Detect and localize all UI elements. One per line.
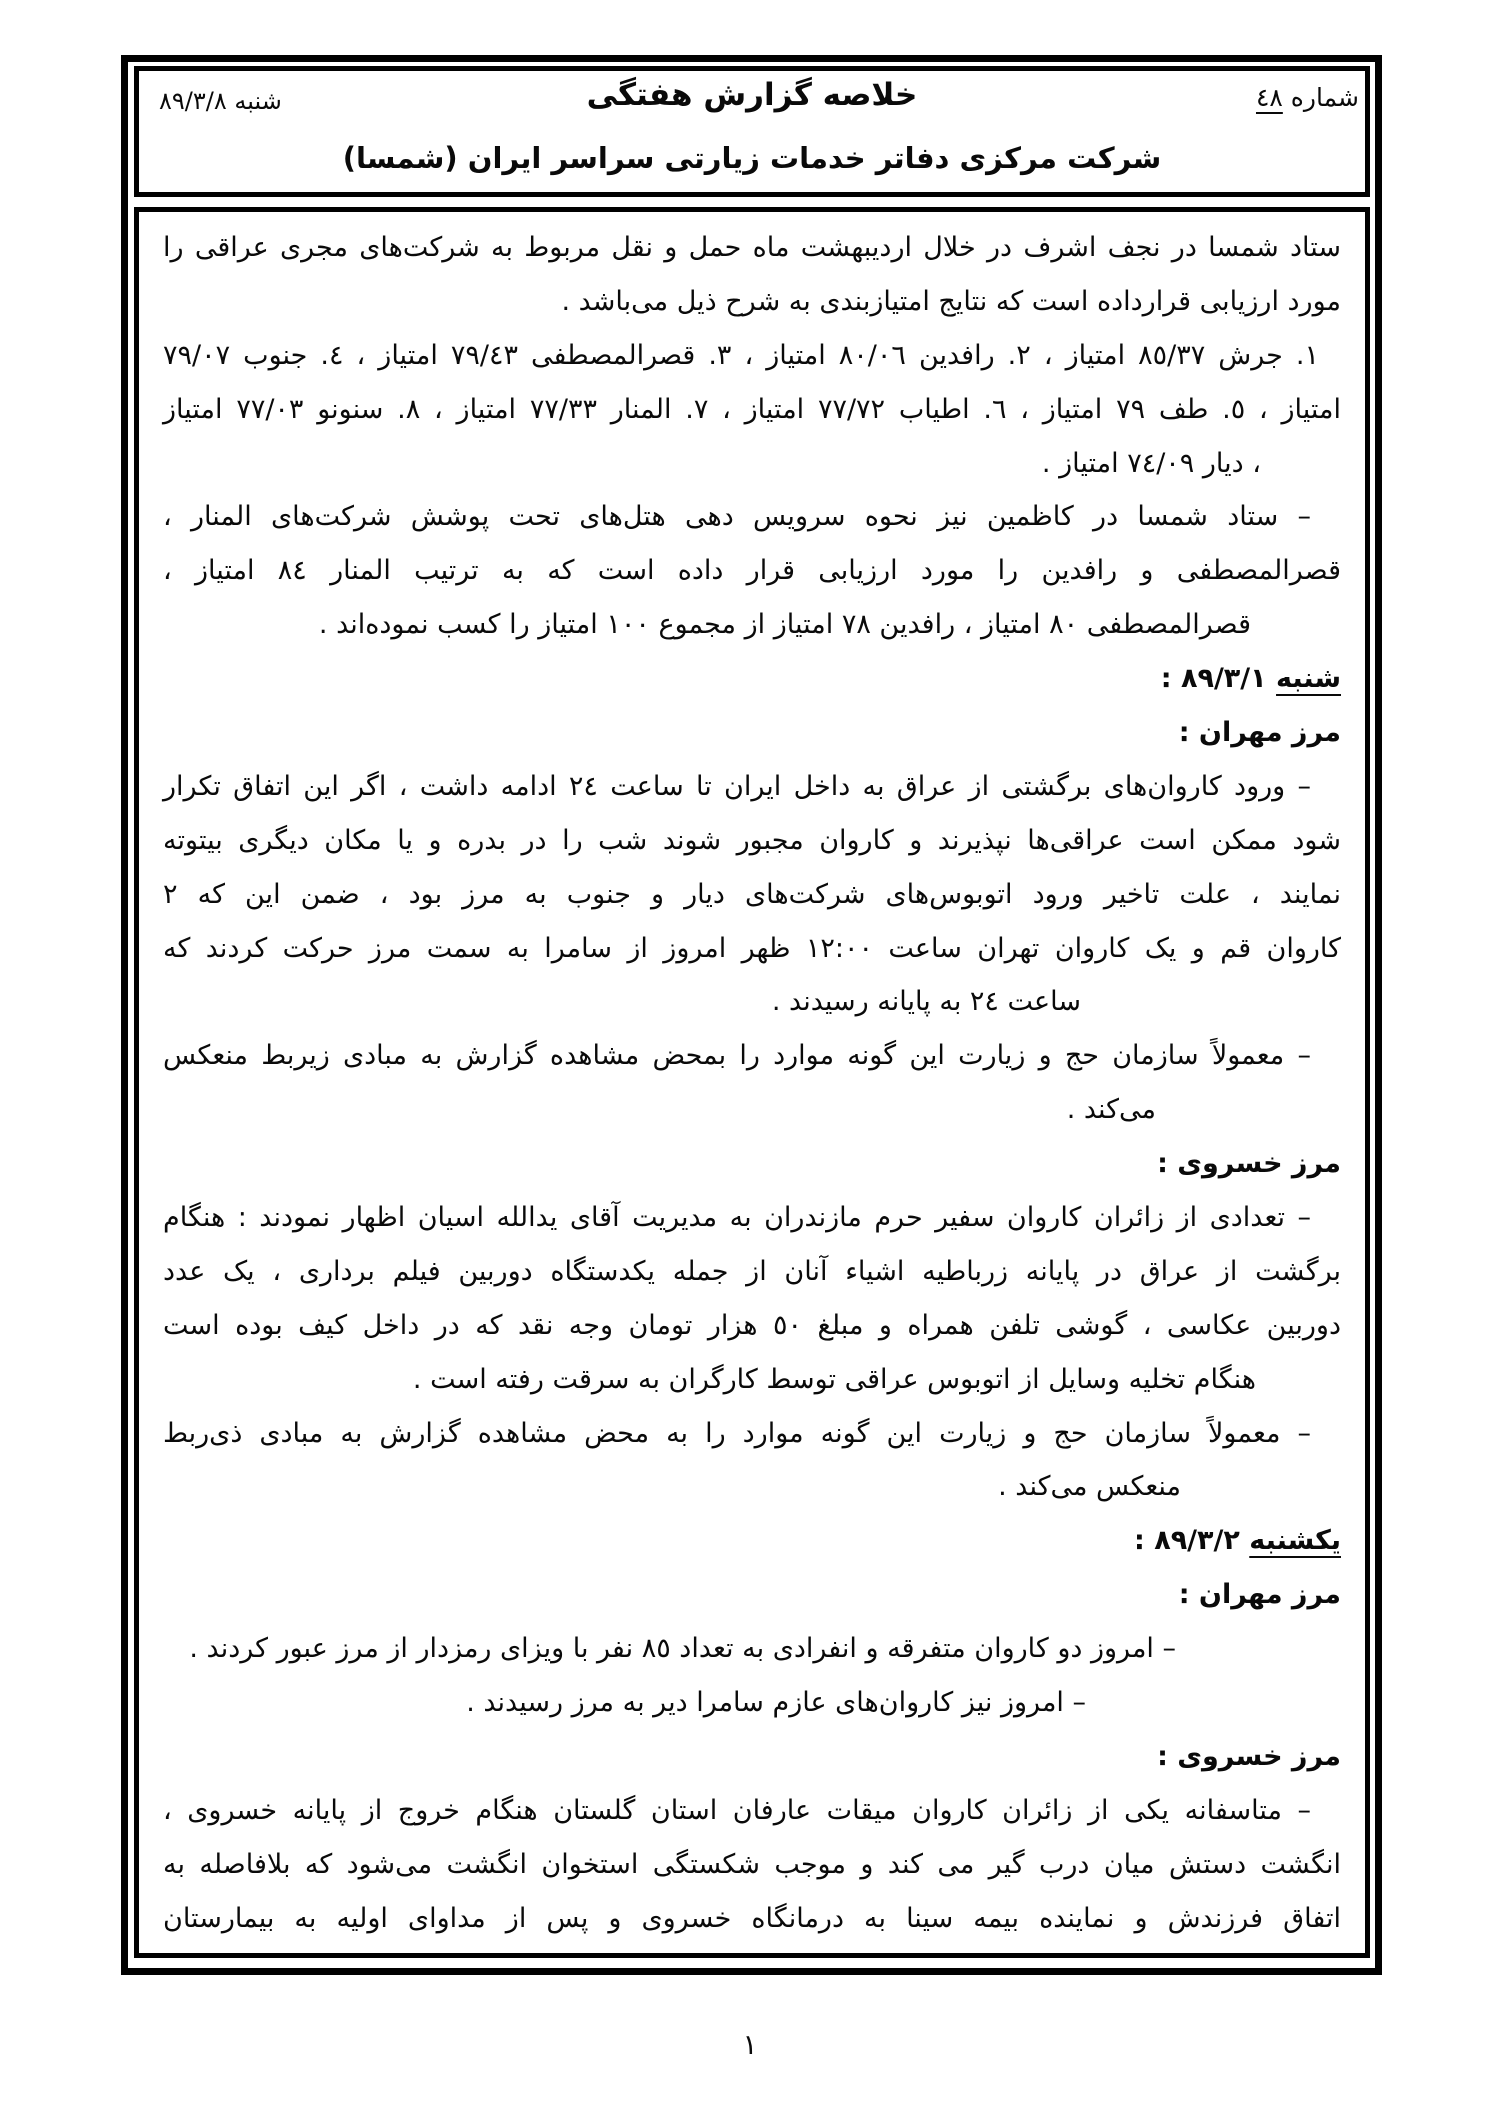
body-line: اتفاق فرزندش و نماینده بیمه سینا به درمانگاه خسروی و پس از مداوای اولیه به بیمارستان bbox=[163, 1902, 1341, 1934]
body-line: شود ممکن است عراقی‌ها نپذیرند و کاروان مجبور شوند شب را در بدره و یا مکان دیگری بیتوته bbox=[163, 824, 1341, 856]
body-line: قصرالمصطفی ٨٠ امتیاز ، رافدین ٧٨ امتیاز از مجموع ١٠٠ امتیاز را کسب نموده‌اند . bbox=[318, 609, 1251, 641]
body-line: ستاد شمسا در نجف اشرف در خلال اردیبهشت ماه حمل و نقل مربوط به شرکت‌های مجری عراقی را bbox=[163, 232, 1341, 263]
body-line: – تعدادی از زائران کاروان سفیر حرم مازندران به مدیریت آقای یدالله اسیان اظهار نمودند : هنگام bbox=[163, 1202, 1311, 1234]
body-line: – معمولاً سازمان حج و زیارت این گونه موارد را بمحض مشاهده گزارش به مبادی زیربط منعکس bbox=[163, 1040, 1311, 1072]
section-heading: مرز مهران : bbox=[1178, 717, 1341, 749]
report-number-value: ٤٨ bbox=[1255, 83, 1283, 112]
section-heading: مرز خسروی : bbox=[1157, 1148, 1341, 1180]
body-line: – امروز دو کاروان متفرقه و انفرادی به تعداد ٨٥ نفر با ویزای رمزدار از مرز عبور کردند . bbox=[189, 1633, 1176, 1665]
report-title: خلاصه گزارش هفتگی bbox=[586, 77, 918, 113]
body-line: ساعت ٢٤ به پایانه رسیدند . bbox=[771, 986, 1081, 1018]
section-heading: یکشنبه ٨٩/٣/٢ : bbox=[1134, 1525, 1341, 1557]
heading-underlined-word: شنبه bbox=[1276, 663, 1341, 695]
body-line: – معمولاً سازمان حج و زیارت این گونه موارد را به محض مشاهده گزارش به مبادی ذی‌ربط bbox=[163, 1417, 1311, 1449]
section-heading: مرز خسروی : bbox=[1157, 1740, 1341, 1772]
page-number: ١ bbox=[742, 2028, 758, 2061]
body-line: ، دیار ٧٤/٠٩ امتیاز . bbox=[1041, 447, 1261, 479]
body-line: منعکس می‌کند . bbox=[998, 1471, 1181, 1503]
body-line: دوربین عکاسی ، گوشی تلفن همراه و مبلغ ٥٠ هزار تومان وجه نقد که در داخل کیف بوده است bbox=[163, 1309, 1341, 1341]
body-line: – ستاد شمسا در کاظمین نیز نحوه سرویس دهی هتل‌های تحت پوشش شرکت‌های المنار ، bbox=[163, 501, 1311, 533]
body-line: – ورود کاروان‌های برگشتی از عراق به داخل ایران تا ساعت ٢٤ ادامه داشت ، اگر این اتفاق تکرار bbox=[163, 770, 1311, 802]
body-line: هنگام تخلیه وسایل از اتوبوس عراقی توسط کارگران به سرقت رفته است . bbox=[412, 1363, 1256, 1395]
body-box bbox=[134, 207, 1370, 1958]
report-subtitle: شرکت مرکزی دفاتر خدمات زیارتی سراسر ایران (شمسا) bbox=[342, 141, 1162, 175]
body-line: قصرالمصطفی و رافدین را مورد ارزیابی قرار داده است که به ترتیب المنار ٨٤ امتیاز ، bbox=[163, 555, 1341, 587]
body-line: نمایند ، علت تاخیر ورود اتوبوس‌های شرکت‌های دیار و جنوب به مرز بود ، ضمن این که ٢ bbox=[163, 878, 1341, 910]
body-line: مورد ارزیابی قرارداده است که نتایج امتیازبندی به شرح ذیل می‌باشد . bbox=[561, 285, 1341, 317]
report-date: شنبه ٨٩/٣/٨ bbox=[159, 87, 282, 115]
body-line: برگشت از عراق در پایانه زرباطیه اشیاء آنان از جمله یکدستگاه دوربین فیلم برداری ، یک عدد bbox=[163, 1255, 1341, 1287]
report-number-label: شماره bbox=[1290, 83, 1359, 112]
section-heading: مرز مهران : bbox=[1178, 1579, 1341, 1611]
section-heading: شنبه ٨٩/٣/١ : bbox=[1160, 663, 1341, 695]
body-line: کاروان قم و یک کاروان تهران ساعت ١٢:٠٠ ظهر امروز از سامرا به سمت مرز حرکت کردند که bbox=[163, 932, 1341, 964]
body-line: می‌کند . bbox=[1066, 1094, 1156, 1126]
body-line: ١. جرش ٨٥/٣٧ امتیاز ، ٢. رافدین ٨٠/٠٦ امتیاز ، ٣. قصرالمصطفی ٧٩/٤٣ امتیاز ، ٤. جنوب ٧٩/٠٧ bbox=[163, 339, 1319, 371]
body-line: امتیاز ، ٥. طف ٧٩ امتیاز ، ٦. اطیاب ٧٧/٧٢ امتیاز ، ٧. المنار ٧٧/٣٣ امتیاز ، ٨. سنونو ٧٧/٠٣ امتیاز bbox=[163, 393, 1341, 425]
body-line: انگشت دستش میان درب گیر می کند و موجب شکستگی استخوان انگشت می‌شود که بلافاصله به bbox=[163, 1848, 1341, 1880]
heading-underlined-word: یکشنبه bbox=[1249, 1525, 1341, 1557]
body-line: – امروز نیز کاروان‌های عازم سامرا دیر به مرز رسیدند . bbox=[466, 1687, 1086, 1719]
body-line: – متاسفانه یکی از زائران کاروان میقات عارفان استان گلستان هنگام خروج از پایانه خسروی ، bbox=[163, 1794, 1311, 1826]
header-box bbox=[134, 66, 1370, 197]
